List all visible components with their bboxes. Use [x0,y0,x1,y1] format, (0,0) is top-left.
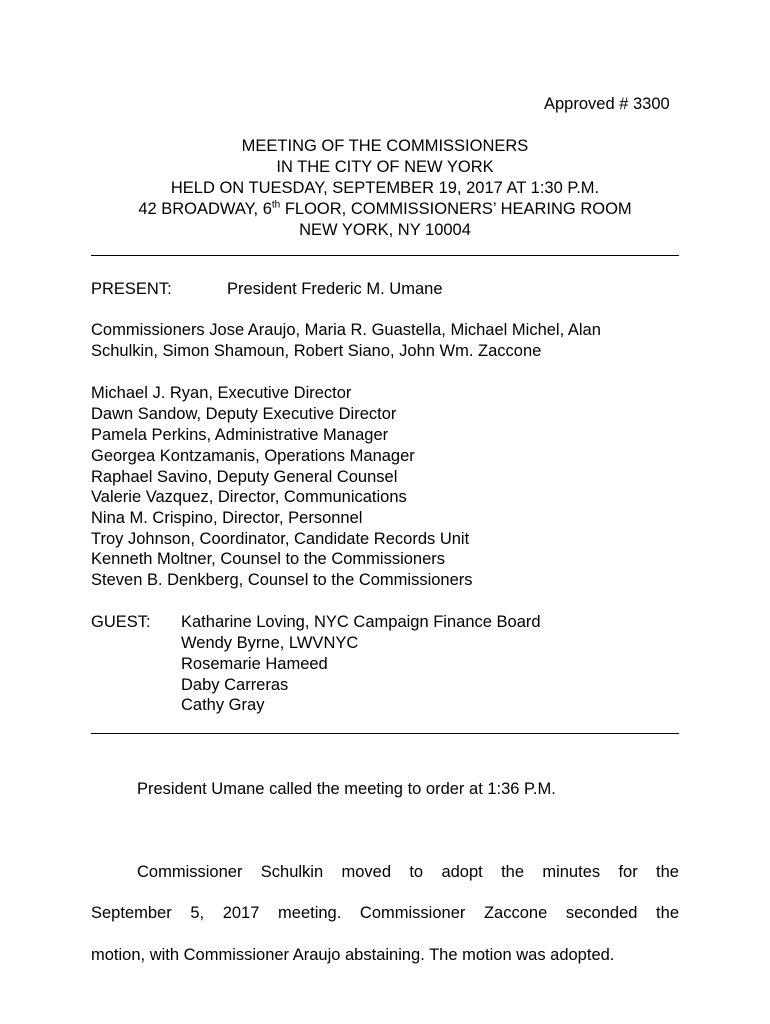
guest-label: GUEST: [91,613,151,631]
guest-name: Rosemarie Hameed [181,655,328,673]
staff-member: Troy Johnson, Coordinator, Candidate Records Unit [91,530,470,548]
minutes-paragraph-line-3: motion, with Commissioner Araujo abstaining. The motion was adopted. [91,946,615,964]
present-label: PRESENT: [91,280,172,298]
present-president: President Frederic M. Umane [227,280,443,298]
header-line-2: IN THE CITY OF NEW YORK [276,158,494,176]
staff-member: Nina M. Crispino, Director, Personnel [91,509,363,527]
commissioners-line-2: Schulkin, Simon Shamoun, Robert Siano, John Wm. Zaccone [91,342,542,360]
header-line-5: NEW YORK, NY 10004 [299,221,471,239]
guest-name: Cathy Gray [181,696,265,714]
minutes-paragraph-line-2: September 5, 2017 meeting. Commissioner Zaccone seconded the [91,904,679,922]
commissioners-line-1: Commissioners Jose Araujo, Maria R. Guastella, Michael Michel, Alan [91,321,601,339]
guest-name: Wendy Byrne, LWVNYC [181,634,359,652]
staff-member: Kenneth Moltner, Counsel to the Commissioners [91,550,446,568]
header-line-3: HELD ON TUESDAY, SEPTEMBER 19, 2017 AT 1:30 P.M. [170,179,600,197]
guest-divider [91,733,679,734]
header-line-4-pre: 42 BROADWAY, 6 [138,200,272,218]
guest-name: Daby Carreras [181,676,289,694]
minutes-paragraph-line-1: Commissioner Schulkin moved to adopt the minutes for the [137,863,679,881]
header-line-1: MEETING OF THE COMMISSIONERS [241,137,529,155]
call-to-order-paragraph: President Umane called the meeting to order at 1:36 P.M. [137,780,556,798]
staff-member: Georgea Kontzamanis, Operations Manager [91,447,415,465]
header-line-4-sup: th [271,199,281,211]
guest-name: Katharine Loving, NYC Campaign Finance Board [181,613,541,631]
staff-member: Valerie Vazquez, Director, Communications [91,488,407,506]
header-divider [91,255,679,256]
staff-member: Raphael Savino, Deputy General Counsel [91,468,398,486]
staff-member: Michael J. Ryan, Executive Director [91,384,352,402]
header-line-4-post: FLOOR, COMMISSIONERS’ HEARING ROOM [280,200,632,218]
approval-number: Approved # 3300 [544,95,670,113]
staff-member: Pamela Perkins, Administrative Manager [91,426,389,444]
header-line-4 [0,199,770,220]
staff-member: Steven B. Denkberg, Counsel to the Commissioners [91,571,473,589]
staff-member: Dawn Sandow, Deputy Executive Director [91,405,397,423]
